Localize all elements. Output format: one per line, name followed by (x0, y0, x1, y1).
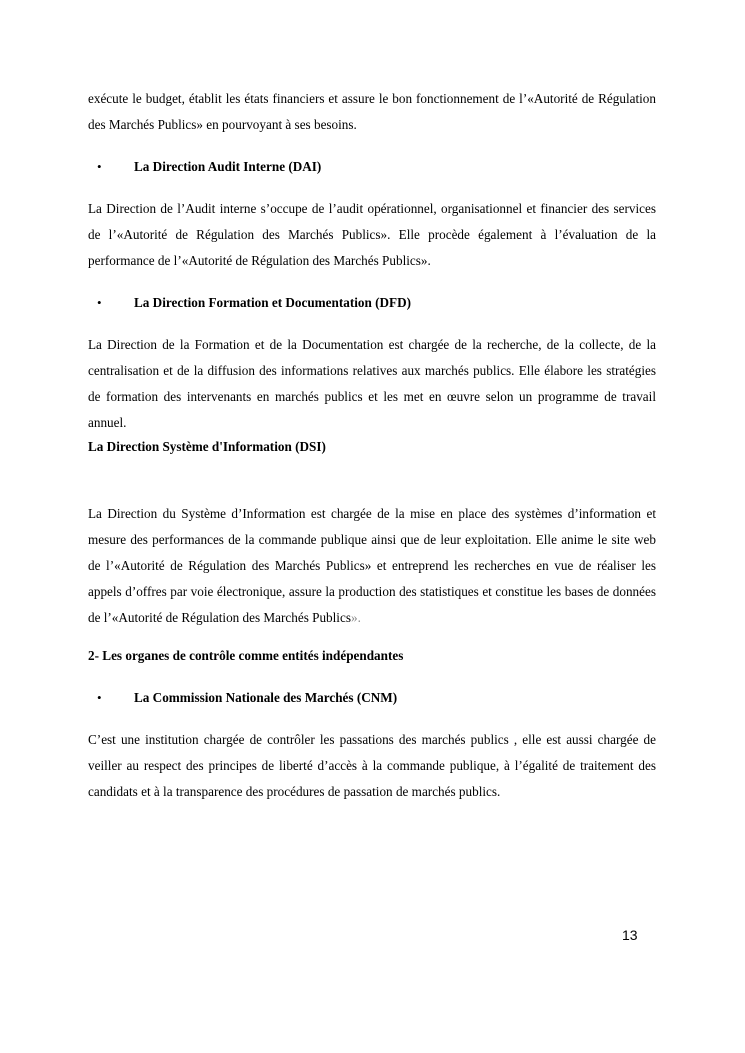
section-heading: 2- Les organes de contrôle comme entités indépendantes (88, 648, 404, 663)
bullet-icon: • (97, 159, 102, 174)
intro-paragraph: exécute le budget, établit les états financiers et assure le bon fonctionnement de l’«Autorité de Régulation des Marchés Publics» en pourvoyant à ses besoins. (88, 91, 656, 132)
document-page (88, 86, 656, 805)
bullet-dfd (88, 290, 656, 316)
dsi-paragraph-closing-quote: ». (350, 610, 361, 625)
bullet-dai (88, 154, 656, 180)
bullet-cnm (88, 685, 656, 711)
dfd-paragraph: La Direction de la Formation et de la Documentation est chargée de la recherche, de la collecte, de la centralisation et de la diffusion des informations relatives aux marchés publics. Elle élabore les stratégies de formation des intervenants en marchés publics et les met en œuvre selon un programme de travail annuel. (88, 337, 656, 430)
dai-paragraph: La Direction de l’Audit interne s’occupe de l’audit opérationnel, organisationnel et financier des services de l’«Autorité de Régulation des Marchés Publics». Elle procède également à l’évaluation de la performance de l’«Autorité de Régulation des Marchés Publics». (88, 201, 656, 268)
dsi-paragraph (88, 501, 656, 631)
dsi-paragraph-main: La Direction du Système d’Information est chargée de la mise en place des systèmes d’information et mesure des performances de la commande publique ainsi que de leur exploitation. Elle anime le site web de l’«Autorité de Régulation des Marchés Publics» et entreprend les recherches en vue de réaliser les appels d’offres par voie électronique, assure la production des statistiques et constitue les bases de données de l’«Autorité de Régulation des Marchés Publics (88, 506, 656, 625)
page-number: 13 (622, 927, 638, 943)
cnm-paragraph: C’est une institution chargée de contrôler les passations des marchés publics , elle est aussi chargée de veiller au respect des principes de liberté d’accès à la commande publique, à l’égalité de traitement des candidats et à la transparence des procédures de passation de marchés publics. (88, 732, 656, 799)
dai-heading: La Direction Audit Interne (DAI) (134, 159, 322, 174)
dfd-heading: La Direction Formation et Documentation (DFD) (134, 295, 412, 310)
dsi-heading: La Direction Système d'Information (DSI) (88, 439, 326, 454)
cnm-heading: La Commission Nationale des Marchés (CNM) (134, 690, 398, 705)
bullet-icon: • (97, 690, 102, 705)
bullet-icon: • (97, 295, 102, 310)
